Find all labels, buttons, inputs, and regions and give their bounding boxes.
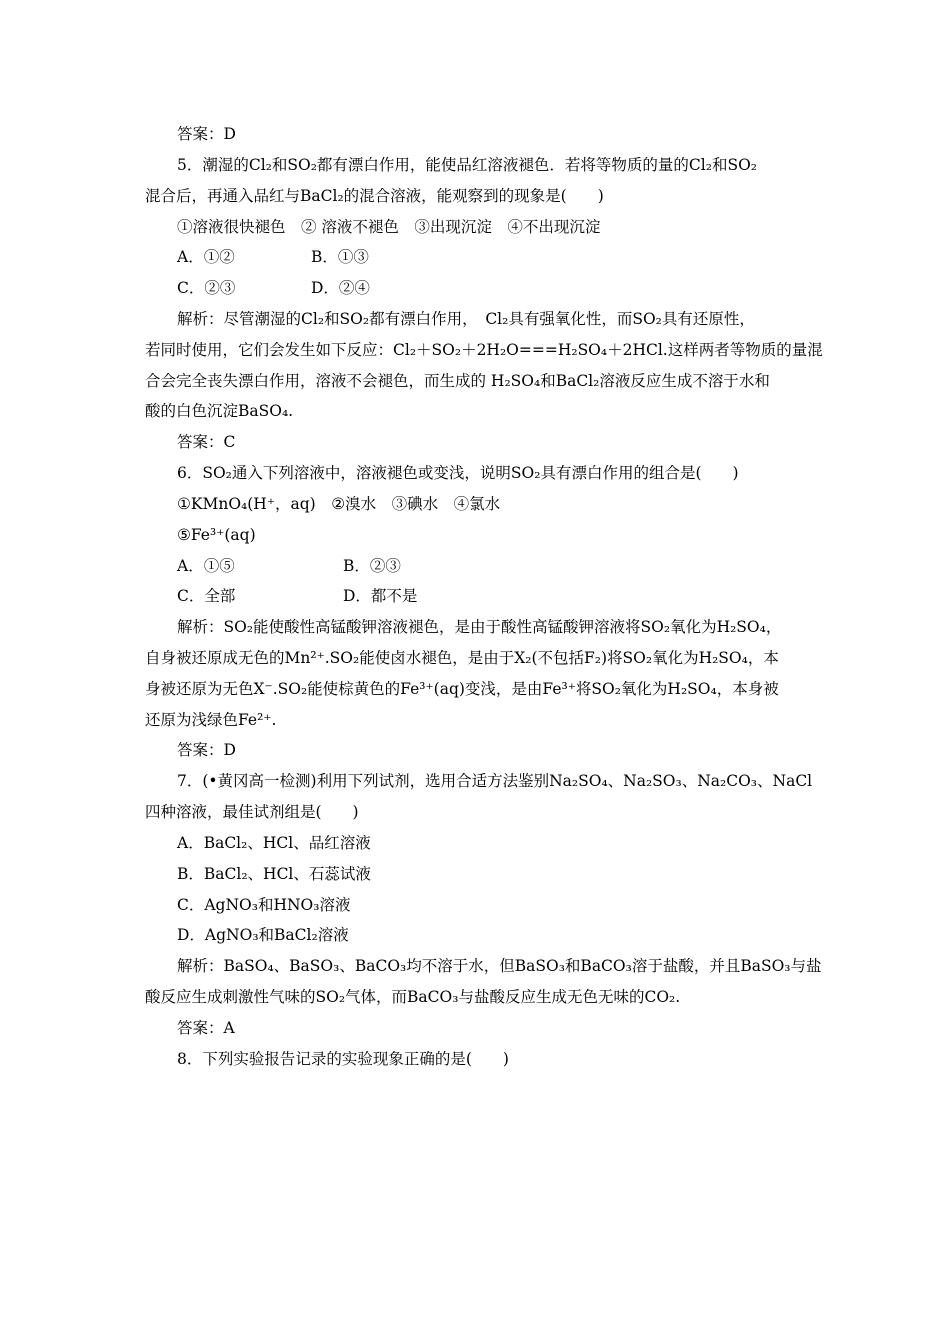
question-6-line-1: 6．SO₂通入下列溶液中，溶液褪色或变浅，说明SO₂具有漂白作用的组合是( ): [177, 464, 739, 482]
option-d: D．②④: [311, 279, 370, 297]
question-6-options-row-1: [177, 556, 577, 576]
analysis-6-line-4: 还原为浅绿色Fe²⁺.: [145, 711, 277, 729]
question-5-line-2: 混合后，再通入品红与BaCl₂的混合溶液，能观察到的现象是( ): [145, 187, 604, 205]
question-5-options-row-2: [177, 278, 477, 298]
answer-line: 答案：A: [177, 1019, 235, 1037]
question-7-line-1: 7．(•黄冈高一检测)利用下列试剂，选用合适方法鉴别Na₂SO₄、Na₂SO₃、Na₂CO₃、NaCl: [177, 772, 813, 790]
answer-line: 答案：C: [177, 433, 236, 451]
question-5-options-row-1: [177, 247, 477, 267]
question-6-items: ①KMnO₄(H⁺，aq) ②溴水 ③碘水 ④氯水: [177, 495, 501, 513]
analysis-7-line-1: 解析：BaSO₄、BaSO₃、BaCO₃均不溶于水，但BaSO₃和BaCO₃溶于盐酸，并且BaSO₃与盐: [177, 957, 822, 975]
option-b: B．②③: [343, 557, 401, 575]
question-5-line-1: 5．潮湿的Cl₂和SO₂都有漂白作用，能使品红溶液褪色．若将等物质的量的Cl₂和SO₂: [177, 156, 758, 174]
question-7-option-a: A．BaCl₂、HCl、品红溶液: [177, 834, 371, 852]
option-a: A．①②: [177, 248, 235, 266]
question-6-options-row-2: [177, 586, 577, 606]
question-7-option-c: C．AgNO₃和HNO₃溶液: [177, 896, 351, 914]
analysis-6-line-3: 身被还原为无色X⁻.SO₂能使棕黄色的Fe³⁺(aq)变浅，是由Fe³⁺将SO₂氧化为H₂SO₄，本身被: [145, 680, 779, 698]
question-8-line-1: 8．下列实验报告记录的实验现象正确的是( ): [177, 1050, 509, 1068]
option-b: B．①③: [311, 248, 369, 266]
analysis-5-line-3: 合会完全丧失漂白作用，溶液不会褪色，而生成的 H₂SO₄和BaCl₂溶液反应生成不溶于水和: [145, 372, 770, 390]
answer-line: 答案：D: [177, 741, 236, 759]
question-7-option-d: D．AgNO₃和BaCl₂溶液: [177, 926, 349, 944]
analysis-7-line-2: 酸反应生成刺激性气味的SO₂气体，而BaCO₃与盐酸反应生成无色无味的CO₂.: [145, 988, 681, 1006]
analysis-6-line-2: 自身被还原成无色的Mn²⁺.SO₂能使卤水褪色，是由于X₂(不包括F₂)将SO₂氧化为H₂SO₄，本: [145, 649, 779, 667]
question-5-phenomena: ①溶液很快褪色 ② 溶液不褪色 ③出现沉淀 ④不出现沉淀: [177, 218, 601, 236]
question-7-line-2: 四种溶液，最佳试剂组是( ): [145, 803, 359, 821]
question-6-items-2: ⑤Fe³⁺(aq): [177, 526, 256, 544]
option-a: A．①⑤: [177, 557, 235, 575]
analysis-5-line-2: 若同时使用，它们会发生如下反应：Cl₂＋SO₂＋2H₂O===H₂SO₄＋2HCl.这样两者等物质的量混: [145, 341, 823, 359]
option-c: C．②③: [177, 279, 236, 297]
analysis-5-line-4: 酸的白色沉淀BaSO₄.: [145, 402, 294, 420]
analysis-5-line-1: 解析：尽管潮湿的Cl₂和SO₂都有漂白作用， Cl₂具有强氧化性，而SO₂具有还原性，: [177, 310, 755, 328]
question-7-option-b: B．BaCl₂、HCl、石蕊试液: [177, 865, 371, 883]
analysis-6-line-1: 解析：SO₂能使酸性高锰酸钾溶液褪色，是由于酸性高锰酸钾溶液将SO₂氧化为H₂SO₄，: [177, 618, 782, 636]
option-d: D．都不是: [343, 587, 418, 605]
option-c: C．全部: [177, 587, 236, 605]
answer-line: 答案：D: [177, 125, 236, 143]
